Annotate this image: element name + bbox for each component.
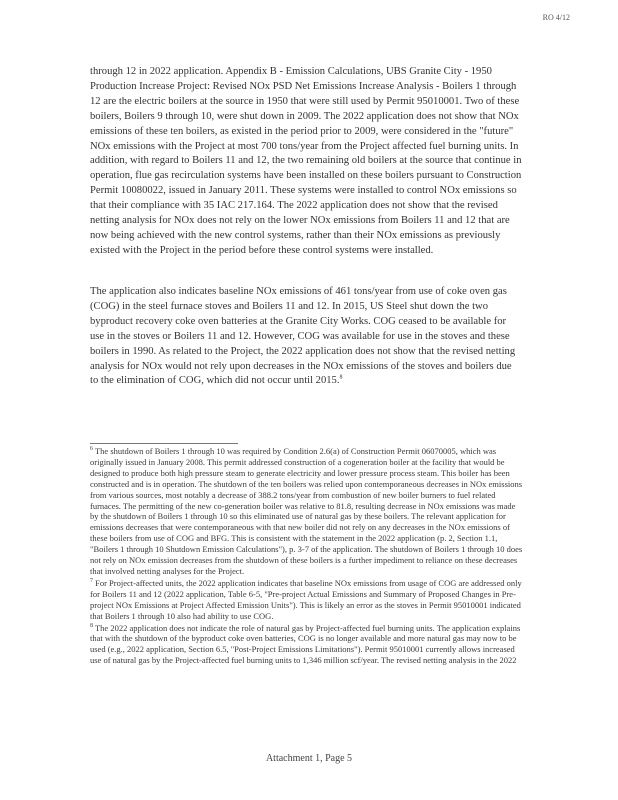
page-header-ref: RO 4/12 bbox=[542, 13, 570, 22]
footnotes bbox=[90, 446, 524, 667]
footnote-text: For Project-affected units, the 2022 application indicates that baseline NOx emissions from usage of COG are addressed only for Boilers 11 and 12 (2022 application, Table 6-5, "Pre-project Actual Emissions and Summary of Proposed Changes in Pre-project NOx Emissions at Project Affected Emission Units"). This is likely an error as the stoves in Permit 95010001 indicated that Boilers 1 through 10 also had ability to use COG. bbox=[90, 577, 522, 621]
paragraph-2-text: The application also indicates baseline NOx emissions of 461 tons/year from use of coke oven gas (COG) in the steel furnace stoves and Boilers 11 and 12. In 2015, US Steel shut down the two byproduct recovery coke oven batteries at the Granite City Works. COG ceased to be available for use in the stoves or Boilers 11 and 12. However, COG was available for use in the stoves and these boilers in 1990. As related to the Project, the 2022 application does not show that the revised netting analysis for NOx would not rely upon decreases in the NOx emissions of the stoves and boilers due to the elimination of COG, which did not occur until 2015. bbox=[90, 286, 516, 387]
footnote-number: 6 bbox=[90, 446, 93, 453]
body-paragraph-1 bbox=[90, 65, 522, 259]
footnote-text: The shutdown of Boilers 1 through 10 was required by Condition 2.6(a) of Construction Permit 06070005, which was originally issued in January 2008. This permit addressed construction of a cogeneration boiler at the facility that would be designed to produce both high pressure steam to generate electricity and lower pressure process steam. This boiler has been constructed and is in operation. The shutdown of the ten boilers was relied upon contemporaneous decreases in NOx emissions from various sources, most notably a decrease of 388.2 tons/year from combustion of new boiler burners to fuel related furnaces. The permitting of the new co-generation boiler was relative to 81.8, resulting decrease in NOx emissions was made by the shutdown of Boilers 1 through 10 so this eliminated use of natural gas by these boilers. The relevant application for emissions decreases that were contemporaneous with that new boiler did not rely on any decreases in the NOx emissions of these boilers from use of COG and BFG. This is consistent with the statement in the 2022 application (p. 2, Section 1.1, "Boilers 1 through 10 Shutdown Emission Calculations"), p. 3-7 of the application. The shutdown of Boilers 1 through 10 does not rely on NOx emission decreases from the shutdown of these boilers is a further impediment to reliance on these decreases that involved netting analyses for the Project. bbox=[90, 446, 523, 576]
page-footer: Attachment 1, Page 5 bbox=[265, 753, 353, 764]
footnote-8 bbox=[90, 623, 524, 667]
footnote-separator bbox=[90, 443, 238, 444]
footnote-number: 7 bbox=[90, 578, 93, 585]
footnote-text: The 2022 application does not indicate the role of natural gas by Project-affected fuel burning units. The application explains that with the shutdown of the byproduct coke oven batteries, COG is no longer available and more natural gas may now to be used (e.g., 2022 application, Section 6.5, "Post-Project Emissions Limitations"). Permit 95010001 currently allows increased use of natural gas by the Project-affected fuel burning units to 1,346 million scf/year. The revised netting analysis in the 2022 bbox=[90, 622, 521, 666]
footnote-ref-8: 8 bbox=[339, 374, 343, 381]
footnote-6 bbox=[90, 446, 524, 577]
footnote-7 bbox=[90, 578, 524, 622]
body-paragraph-2 bbox=[90, 285, 522, 389]
footnote-number: 8 bbox=[90, 622, 93, 629]
paragraph-1-text: through 12 in 2022 application. Appendix B - Emission Calculations, UBS Granite City - 1950 Production Increase Project: Revised NOx PSD Net Emissions Increase Analysis - Boilers 1 through 12 are the electric boilers at the source in 1950 that were still used by Permit 95010001. Two of these boilers, Boilers 9 through 10, were shut down in 2009. The 2022 application does not show that NOx emissions of these ten boilers, as existed in the period prior to 2009, were considered in the "future" NOx emissions with the Project at most 700 tons/year from the Project affected fuel burning units. In addition, with regard to Boilers 11 and 12, the two remaining old boilers at the source that continue in operation, flue gas recirculation systems have been installed on these boilers pursuant to Construction Permit 10080022, issued in January 2011. These systems were installed to control NOx emissions so that their compliance with 35 IAC 217.164. The 2022 application does not show that the revised netting analysis for NOx does not rely on the lower NOx emissions from Boilers 11 and 12 that are now being achieved with the new control systems, rather than their NOx emissions as previously existed with the Project in the period before these control systems were installed. bbox=[90, 66, 522, 256]
